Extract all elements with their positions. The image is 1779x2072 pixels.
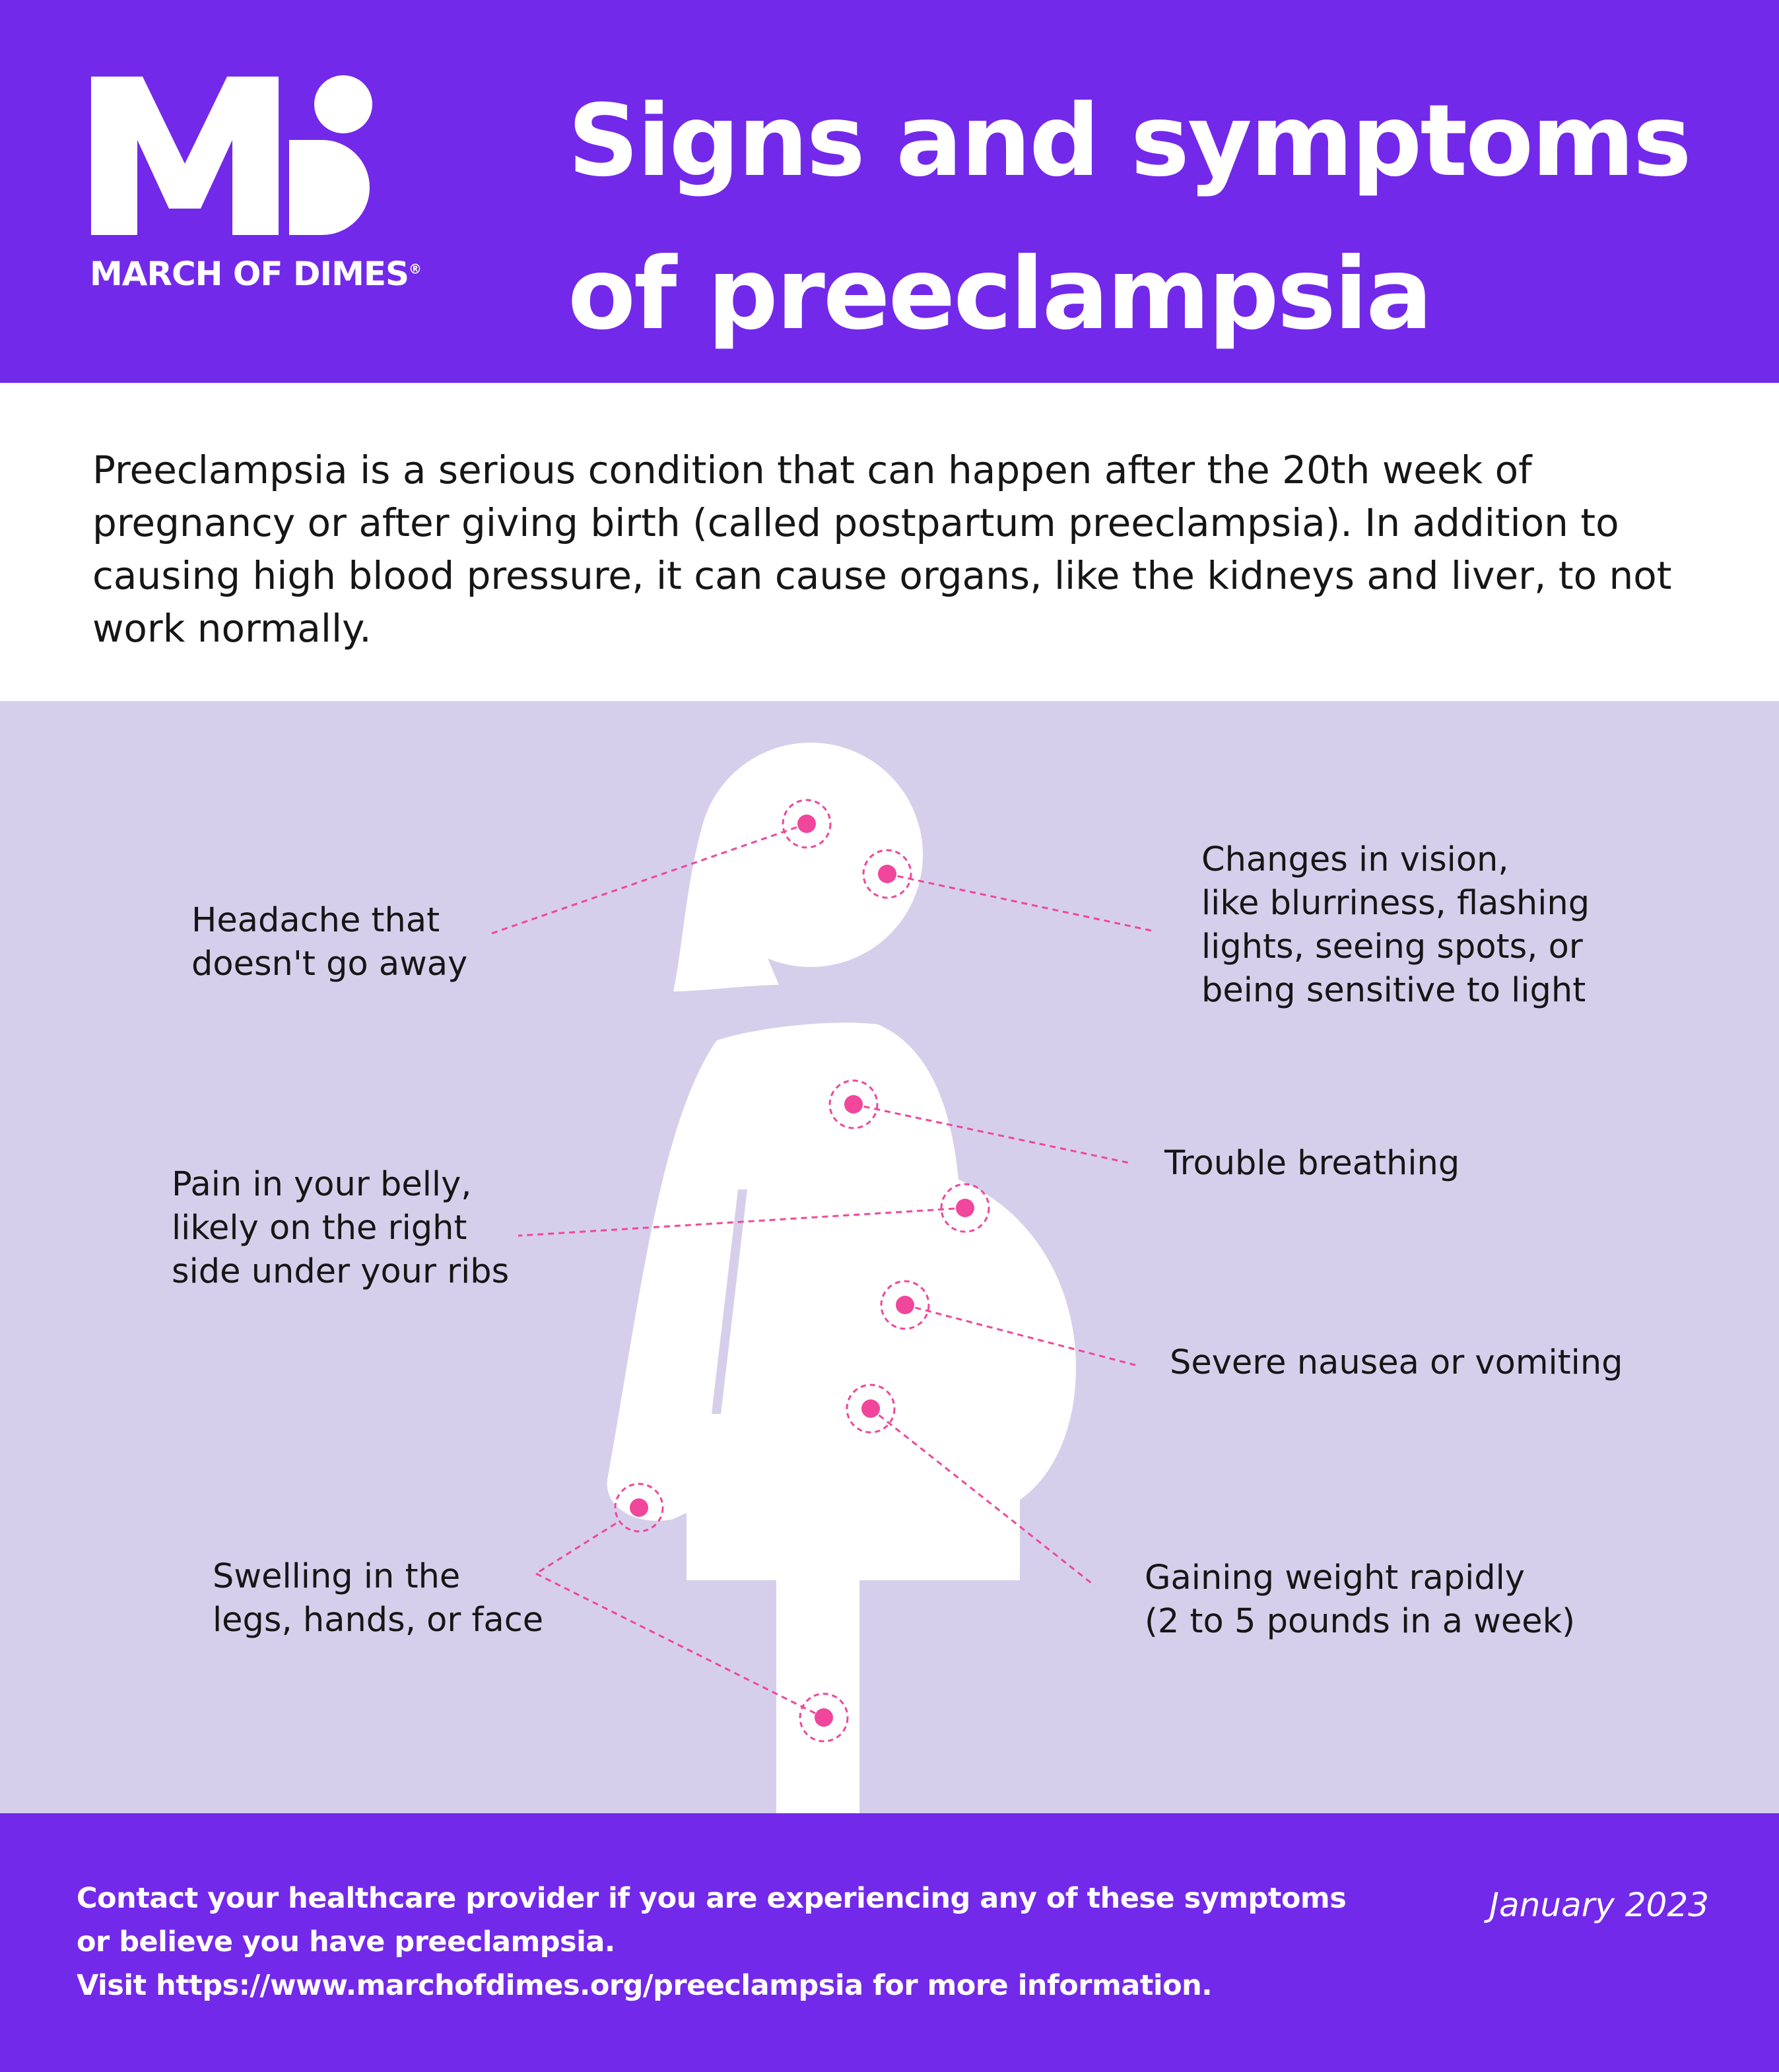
footer-line-contact: Contact your healthcare provider if you are experiencing any of these symptoms — [77, 1882, 1347, 1915]
symptom-label-swelling: Swelling in the legs, hands, or face — [213, 1557, 544, 1640]
publication-date: January 2023 — [1489, 1886, 1709, 1924]
logo-wordmark: MARCH OF DIMES® — [90, 255, 421, 293]
footer-line-visit: Visit https://www.marchofdimes.org/preeclampsia for more information. — [77, 1969, 1213, 2002]
page-title: Signs and symptoms of preeclampsia — [568, 84, 1690, 352]
symptom-label-belly-pain: Pain in your belly, likely on the right side under your ribs — [172, 1165, 510, 1291]
symptom-label-breathing: Trouble breathing — [1164, 1144, 1460, 1183]
figure-head — [698, 743, 923, 967]
symptom-label-weight-gain: Gaining weight rapidly (2 to 5 pounds in a week) — [1145, 1558, 1576, 1641]
header-banner — [0, 0, 1779, 383]
footer-message — [77, 1877, 1397, 2007]
march-of-dimes-logo-mark — [91, 71, 415, 236]
illustration-panel — [0, 701, 1779, 1813]
symptom-label-vision: Changes in vision, like blurriness, flashing lights, seeing spots, or being sensitive to light — [1201, 840, 1590, 1010]
footer-banner — [0, 1813, 1779, 2072]
intro-paragraph: Preeclampsia is a serious condition that can happen after the 20th week of pregnancy or after giving birth (called postpartum preeclampsia). In addition to causing high blood pressure, it can cause organs, like the kidneys and liver, to not work normally. — [92, 448, 1672, 651]
symptom-label-nausea: Severe nausea or vomiting — [1170, 1343, 1623, 1382]
figure-torso — [607, 1022, 1076, 1580]
registered-mark: ® — [409, 261, 421, 277]
figure-leg — [776, 1572, 859, 1813]
symptom-label-headache: Headache that doesn't go away — [191, 901, 468, 984]
footer-line-preeclampsia: or believe you have preeclampsia. — [77, 1925, 615, 1958]
